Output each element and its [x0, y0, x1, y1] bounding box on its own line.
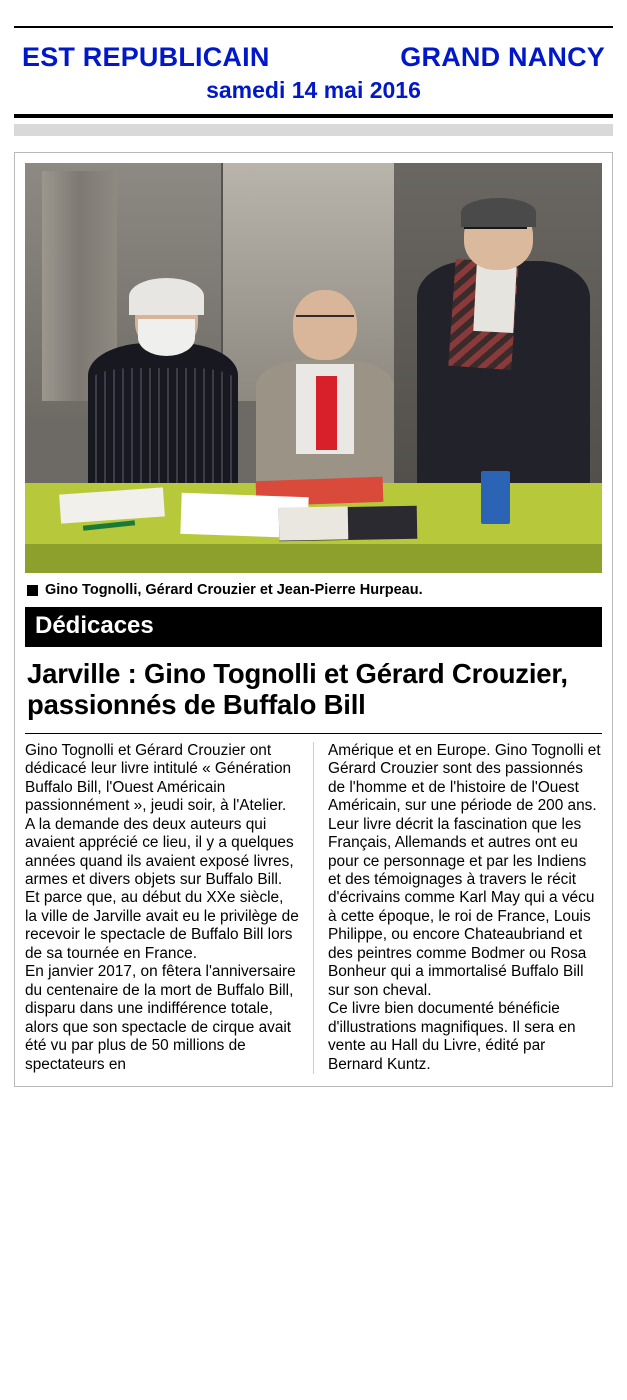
photo-caption-text: Gino Tognolli, Gérard Crouzier et Jean-Pierre Hurpeau. [45, 582, 423, 598]
bullet-square-icon [27, 585, 38, 596]
headline-rule [25, 733, 602, 734]
photo-water-bottle [481, 471, 510, 524]
article-container [14, 152, 613, 1087]
photo-book-page [279, 507, 349, 541]
photo-caption [25, 573, 602, 607]
glasses-icon [464, 227, 527, 237]
photo-necktie [316, 376, 336, 450]
masthead [0, 26, 627, 136]
section-banner: Dédicaces [25, 607, 602, 647]
newspaper-name: EST REPUBLICAIN [22, 42, 270, 72]
masthead-grey-bar [14, 124, 613, 136]
paragraph: En janvier 2017, on fêtera l'anniversaire du centenaire de la mort de Buffalo Bill, disparu dans une indifférence totale, alors que son spectacle de cirque avait été vu par plus de 50 millions de spectateurs en [25, 963, 296, 1073]
photo-table-edge [25, 544, 602, 573]
photo-head-middle [293, 290, 356, 360]
photo-hair-left [129, 278, 204, 315]
article-photo [25, 163, 602, 573]
masthead-bottom-rule [14, 114, 613, 118]
newspaper-page [0, 26, 627, 1400]
photo-beard-left [138, 319, 196, 356]
paragraph: Leur livre décrit la fascination que les Français, Allemands et autres ont eu pour ce personnage et par les Indiens et des témoignages à travers le récit d'écrivains comme Karl May qui a vécu à cette époque, le roi de France, Louis Philippe, ou encore Chateaubriand et des peintres comme Bodmer ou Rosa Bonheur qui a immortalisé Buffalo Bill sur son cheval. [327, 815, 595, 999]
paragraph: Ce livre bien documenté bénéficie d'illustrations magnifiques. Il sera en vente au Hall du Livre, édité par Bernard Kuntz. [327, 1000, 576, 1073]
glasses-icon [296, 315, 354, 325]
photo-hair-right [461, 198, 536, 227]
article-headline: Jarville : Gino Tognolli et Gérard Crouzier, passionnés de Buffalo Bill [27, 658, 568, 720]
publication-date: samedi 14 mai 2016 [206, 77, 421, 103]
column-divider [313, 742, 314, 1075]
article-column-left [25, 742, 299, 1075]
edition-name: GRAND NANCY [400, 42, 605, 72]
paragraph: Amérique et en Europe. Gino Tognolli et Gérard Crouzier sont des passionnés de l'homme et de l'histoire de l'Ouest Américain, sur une période de 200 ans. [327, 741, 601, 815]
masthead-titles [14, 28, 613, 73]
photo-shirt-right [473, 264, 517, 332]
article-body [25, 742, 602, 1075]
paragraph: Gino Tognolli et Gérard Crouzier ont dédicacé leur livre intitulé « Génération Buffalo Bill, l'Ouest Américain passionnément », jeudi soir, à l'Atelier. A la demande des deux auteurs qui avaient apprécié ce lieu, il y a quelques années quand ils avaient exposé livres, armes et divers objets sur Buffalo Bill. Et parce que, au début du XXe siècle, la ville de Jarville avait eu le privilège de recevoir le spectacle de Buffalo Bill lors de sa tournée en France. [25, 741, 299, 962]
article-column-right [328, 742, 602, 1075]
